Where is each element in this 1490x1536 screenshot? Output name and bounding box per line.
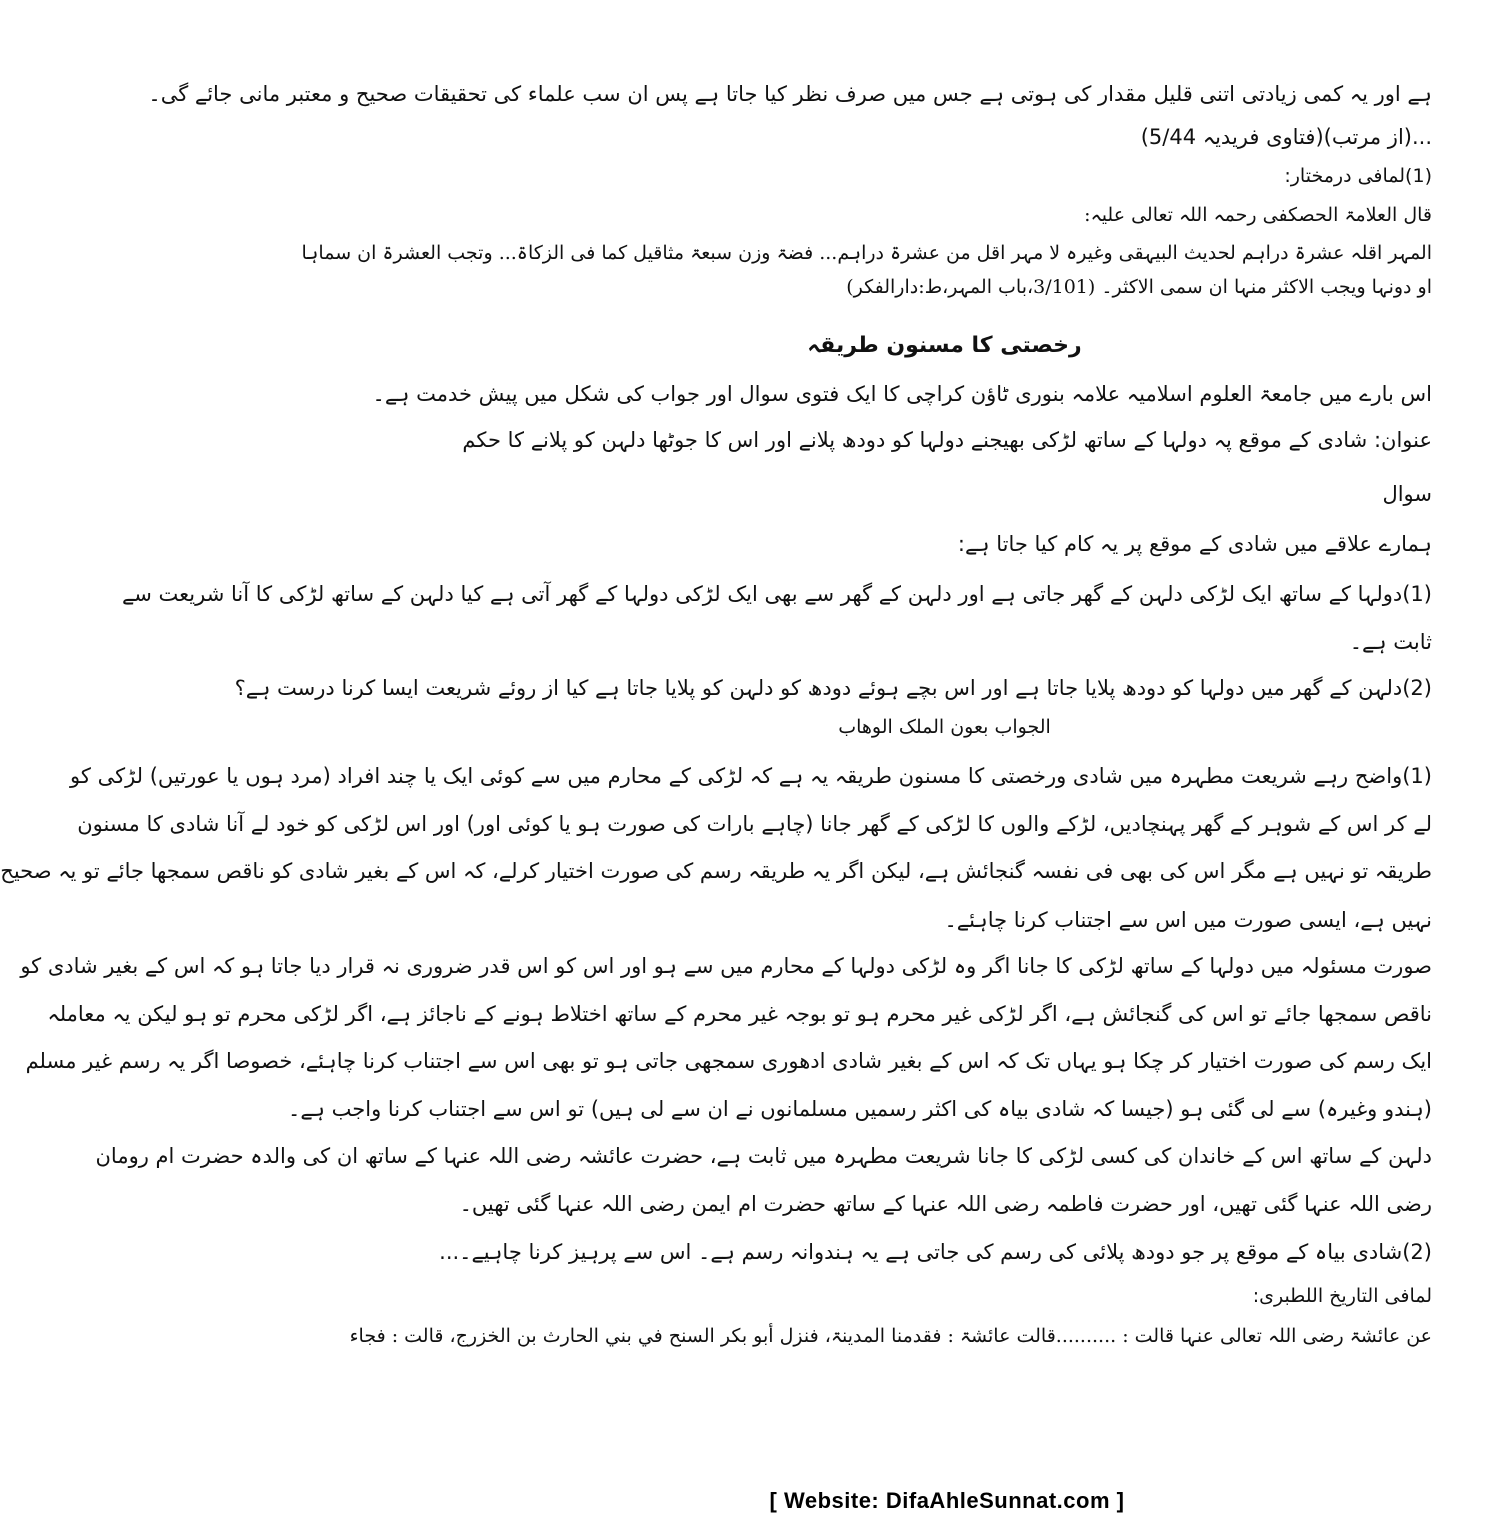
text-line: ہے اور یہ کمی زیادتی اتنی قلیل مقدار کی ہوتی ہے جس میں صرف نظر کیا جاتا ہے پس ان سب علماء کی تحقیقات صحیح و معتبر مانی جائے گی۔	[148, 82, 1432, 106]
arabic-attribution: قال العلامۃ الحصکفی رحمہ اللہ تعالی علیہ:	[1084, 204, 1432, 226]
text-line: (1)دولہا کے ساتھ ایک لڑکی دلہن کے گھر جاتی ہے اور دلہن کے گھر سے بھی ایک لڑکی دولہا کے گھر آتی ہے کیا دلہن کے ساتھ لڑکی کا آنا شریعت سے	[121, 582, 1432, 606]
text-line: صورت مسئولہ میں دولہا کے ساتھ لڑکی کا جانا اگر وہ لڑکی دولہا کے محارم میں سے ہو اور اس کو اس قدر ضروری نہ قرار دیا جاتا ہو کہ اس کے بغیر شادی کو	[20, 954, 1432, 978]
arabic-text-line: عن عائشۃ رضی اللہ تعالی عنہا قالت : ..........قالت عائشۃ : فقدمنا المدینۃ، فنزل أبو بکر السنح في بني الحارث بن الخزرج، قالت : فجاء	[349, 1325, 1432, 1347]
arabic-text-line: او دونہا ویجب الاکثر منہا ان سمی الاکثر۔ (3/101،باب المہر،ط:دارالفکر)	[846, 276, 1432, 298]
text-line: نہیں ہے، ایسی صورت میں اس سے اجتناب کرنا چاہئے۔	[944, 908, 1432, 932]
reference-heading: (1)لمافی درمختار:	[1284, 165, 1432, 187]
citation-line: ...(از مرتب)(فتاوی فریدیہ 5/44)	[1140, 125, 1432, 149]
fatwa-title: عنوان: شادی کے موقع پہ دولہا کے ساتھ لڑکی بھیجنے دولہا کو دودھ پلانے اور اس کا جوٹھا دلہن کو پلانے کا حکم	[462, 428, 1432, 452]
text-line: (ہندو وغیرہ) سے لی گئی ہو (جیسا کہ شادی بیاہ کی اکثر رسمیں مسلمانوں نے ان سے لی ہیں) تو اس سے اجتناب کرنا واجب ہے۔	[288, 1097, 1432, 1121]
question-heading: سوال	[1382, 482, 1432, 506]
text-line: ثابت ہے۔	[1349, 630, 1432, 654]
reference-heading: لمافی التاریخ اللطبری:	[1252, 1285, 1432, 1307]
text-line: (2)شادی بیاہ کے موقع پر جو دودھ پلائی کی رسم کی جاتی ہے یہ ہندوانہ رسم ہے۔ اس سے پرہیز کرنا چاہیے۔...	[439, 1240, 1432, 1264]
text-line: لے کر اس کے شوہر کے گھر پہنچادیں، لڑکے والوں کا لڑکی کے گھر جانا (چاہے بارات کی صورت ہو یا کوئی اور) اور اس لڑکی کو خود لے آنا شادی کا مسنون	[77, 812, 1432, 836]
text-line: اس بارے میں جامعۃ العلوم اسلامیہ علامہ بنوری ٹاؤن کراچی کا ایک فتوی سوال اور جواب کی شکل میں پیش خدمت ہے۔	[372, 382, 1432, 406]
text-line: رضی اللہ عنہا گئی تھیں، اور حضرت فاطمہ رضی اللہ عنہا کے ساتھ حضرت ام ایمن رضی اللہ عنہا گئی تھیں۔	[459, 1192, 1432, 1216]
text-line: ایک رسم کی صورت اختیار کر چکا ہو یہاں تک کہ اس کے بغیر شادی ادھوری سمجھی جاتی ہو تو بھی اس سے اجتناب کرنا چاہئے، خصوصا اگر یہ رسم غیر مسلم	[25, 1049, 1432, 1073]
text-line: (1)واضح رہے شریعت مطہرہ میں شادی ورخصتی کا مسنون طریقہ یہ ہے کہ لڑکی کے محارم میں سے کوئی ایک یا چند افراد (مرد ہوں یا عورتیں) لڑکی کو	[70, 764, 1432, 788]
text-line: ہمارے علاقے میں شادی کے موقع پر یہ کام کیا جاتا ہے:	[957, 532, 1432, 556]
website-footer: [ Website: DifaAhleSunnat.com ]	[769, 1488, 1125, 1513]
text-line: ناقص سمجھا جائے تو اس کی گنجائش ہے، اگر لڑکی غیر محرم ہو تو بوجہ غیر محرم کے ساتھ اختلاط ہونے کے ناجائز ہے، اگر لڑکی محرم تو ہو لیکن یہ معاملہ	[47, 1002, 1432, 1026]
section-heading: رخصتی کا مسنون طریقہ	[807, 333, 1082, 358]
text-line: (2)دلہن کے گھر میں دولہا کو دودھ پلایا جاتا ہے اور اس بچے ہوئے دودھ کو دلہن کو پلایا جاتا ہے کیا از روئے شریعت ایسا کرنا درست ہے؟	[234, 676, 1432, 700]
answer-heading: الجواب بعون الملک الوھاب	[838, 716, 1051, 738]
arabic-text-line: المہر اقلہ عشرۃ دراہم لحدیث البیہقی وغیرہ لا مہر اقل من عشرۃ دراہم... فضۃ وزن سبعۃ مثاقیل کما فی الزکاۃ... وتجب العشرۃ ان سماہا	[301, 242, 1432, 264]
text-line: طریقہ تو نہیں ہے مگر اس کی بھی فی نفسہ گنجائش ہے، لیکن اگر یہ طریقہ رسم کی صورت اختیار کرلے، کہ اس کے بغیر شادی کو ناقص سمجھا جائے تو یہ صحیح	[0, 859, 1432, 883]
text-line: دلہن کے ساتھ اس کے خاندان کی کسی لڑکی کا جانا شریعت مطہرہ میں ثابت ہے، حضرت عائشہ رضی اللہ عنہا کے ساتھ ان کی والدہ حضرت ام رومان	[95, 1144, 1432, 1168]
